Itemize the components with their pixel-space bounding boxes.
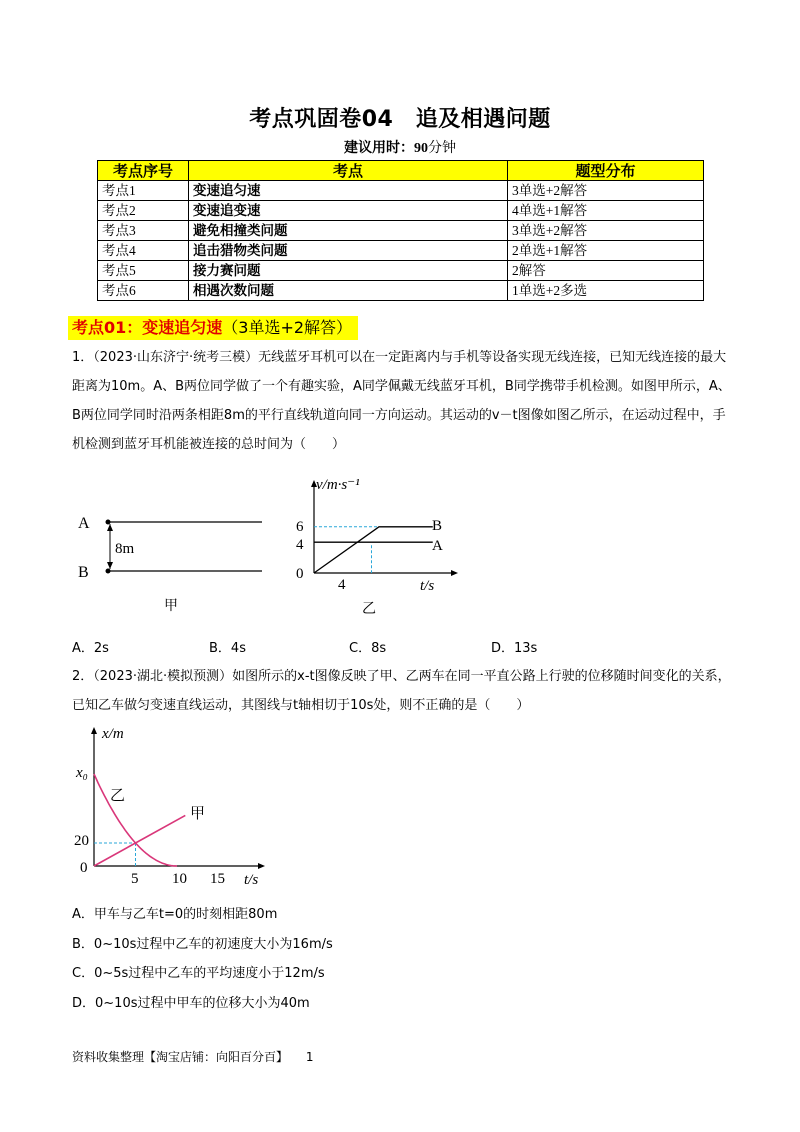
table-cell: 考点3 [98, 221, 189, 241]
vt-ytick-4: 4 [296, 537, 304, 553]
suggested-time [0, 137, 800, 157]
xt-chart [72, 722, 272, 892]
xt-ylabel: x/m [102, 726, 124, 742]
table-cell: 考点5 [98, 261, 189, 281]
figure-jia [72, 500, 272, 630]
vt-series-label-b: B [432, 518, 443, 534]
option-c[interactable]: C．8s [349, 641, 387, 656]
table-row [98, 201, 704, 221]
table-cell: 追击猎物类问题 [189, 241, 508, 261]
table-cell: 考点6 [98, 281, 189, 301]
section-heading [68, 316, 358, 340]
table-row [98, 221, 704, 241]
table-cell: 1单选+2多选 [508, 281, 704, 301]
question-2-text: 2．（2023·湖北·模拟预测）如图所示的x-t图像反映了甲、乙两车在同一平直公路上行驶的位移随时间变化的关系，已知乙车做匀变速直线运动，其图线与t轴相切于10s处，则不正确的是（ ） [72, 669, 731, 713]
table-cell: 考点2 [98, 201, 189, 221]
page-title: 考点巩固卷04 追及相遇问题 [249, 107, 551, 132]
vt-xtick-4: 4 [338, 577, 346, 593]
suggested-time-value: 90 [414, 141, 428, 156]
option-a[interactable]: A．2s [72, 641, 109, 656]
option-d[interactable]: D．0~10s过程中甲车的位移大小为40m [72, 995, 310, 1011]
table-cell: 4单选+1解答 [508, 201, 704, 221]
table-cell: 避免相撞类问题 [189, 221, 508, 241]
figure-caption-yi: 乙 [362, 602, 376, 617]
table-row [98, 281, 704, 301]
option-a[interactable]: A．甲车与乙车t=0的时刻相距80m [72, 907, 278, 922]
track-label-b: B [78, 564, 89, 581]
track-distance: 8m [115, 541, 135, 557]
question-2-options [72, 900, 333, 1018]
vt-ytick-6: 6 [296, 519, 304, 535]
page-number: 1 [305, 1050, 314, 1064]
section-heading-note: （3单选+2解答） [222, 318, 353, 337]
table-row [98, 261, 704, 281]
page-footer [72, 1048, 313, 1065]
question-1-text: 1．（2023·山东济宁·统考三模）无线蓝牙耳机可以在一定距离内与手机等设备实现无线连接，已知无线连接的最大距离为10m。A、B两位同学做了一个有趣实验，A同学佩戴无线蓝牙耳机，B同学携带手机检测。如图甲所示，A、B两位同学同时沿两条相距8m的平行直线轨道向同一方向运动。其运动的v－t图像如图乙所示，在运动过程中，手机检测到蓝牙耳机能被连接的总时间为（ ） [72, 350, 731, 452]
table-cell: 变速追变速 [189, 201, 508, 221]
xt-zero: 0 [80, 860, 88, 876]
table-cell: 考点4 [98, 241, 189, 261]
option-d[interactable]: D．13s [491, 641, 538, 656]
option-b[interactable]: B．4s [209, 641, 246, 656]
table-row [98, 241, 704, 261]
vt-ytick-0: 0 [296, 566, 304, 582]
table-cell: 3单选+2解答 [508, 221, 704, 241]
table-cell: 2单选+1解答 [508, 241, 704, 261]
table-cell: 变速追匀速 [189, 181, 508, 201]
xt-xtick-15: 15 [210, 871, 225, 887]
xt-series-label-yi: 乙 [110, 788, 126, 804]
figure-caption-jia: 甲 [164, 599, 178, 614]
xt-xtick-10: 10 [172, 871, 187, 887]
section-heading-title: 考点01：变速追匀速 [72, 318, 223, 337]
vt-xlabel: t/s [420, 578, 435, 594]
table-header: 考点 [189, 161, 508, 181]
xt-y-arrow [91, 727, 97, 734]
xt-xtick-5: 5 [131, 871, 139, 887]
table-cell: 考点1 [98, 181, 189, 201]
xt-series-label-jia: 甲 [190, 806, 206, 822]
vt-series-line-b [314, 527, 433, 573]
table-row [98, 181, 704, 201]
xt-ytick-x0: x₀ [76, 765, 88, 781]
vt-series-label-a: A [432, 538, 443, 554]
xt-ytick-20: 20 [74, 833, 89, 849]
table-header-row [98, 161, 704, 181]
option-c[interactable]: C．0~5s过程中乙车的平均速度小于12m/s [72, 966, 325, 981]
table-cell: 相遇次数问题 [189, 281, 508, 301]
table-header: 考点序号 [98, 161, 189, 181]
xt-series-line-yi [94, 774, 177, 866]
vt-x-arrow [451, 570, 458, 576]
xt-x-arrow [258, 863, 265, 869]
option-b[interactable]: B．0~10s过程中乙车的初速度大小为16m/s [72, 936, 333, 952]
vt-chart [290, 473, 470, 635]
suggested-time-unit: 分钟 [428, 140, 456, 156]
track-label-a: A [78, 515, 90, 532]
table-cell: 3单选+2解答 [508, 181, 704, 201]
topic-summary-table [97, 160, 704, 301]
footer-text: 资料收集整理【淘宝店铺：向阳百分百】 [72, 1050, 289, 1064]
table-header: 题型分布 [508, 161, 704, 181]
xt-xlabel: t/s [244, 872, 259, 888]
suggested-time-label: 建议用时： [344, 140, 414, 156]
table-cell: 接力赛问题 [189, 261, 508, 281]
table-cell: 2解答 [508, 261, 704, 281]
vt-ylabel: v/m·s⁻¹ [316, 477, 360, 493]
xt-series-line-jia [94, 815, 185, 866]
